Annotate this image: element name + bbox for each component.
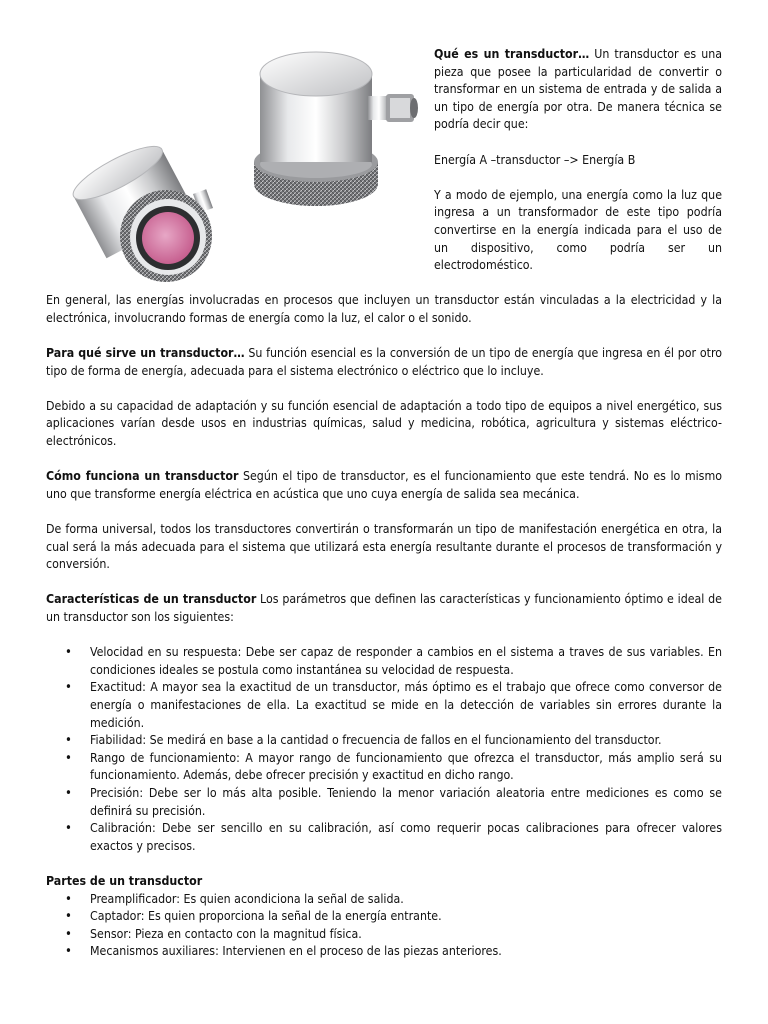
- intro-text: Un transductor es una pieza que posee la particularidad de convertir o transformar en un sistema de entrada y de salida a un tipo de energía por otra. De manera técnica se podría decir que:: [434, 47, 723, 132]
- intro-heading: Qué es un transductor…: [434, 47, 590, 61]
- list-item: • Exactitud: A mayor sea la exactitud de un transductor, más óptimo es el trabajo que ofrece como conversor de energía o manifestaciones de ella. La exactitud se mide en la detección de variables sin errores durante la medición.: [90, 679, 722, 732]
- purpose-text: Su función esencial es la conversión de un tipo de energía que ingresa en él por otro tipo de forma de energía, adecuada para el sistema electrónico o eléctrico que lo incluye.: [46, 346, 722, 378]
- list-item: • Sensor: Pieza en contacto con la magnitud física.: [90, 926, 722, 944]
- purpose-heading: Para qué sirve un transductor…: [46, 346, 245, 361]
- purpose-applications: Debido a su capacidad de adaptación y su función esencial de adaptación a todo tipo de equipos a nivel energético, sus aplicaciones varían desde usos en industrias químicas, salud y medicina, robótica, agricultura y sistemas eléctrico-electrónicos.: [46, 398, 722, 449]
- small-transducer: [67, 137, 213, 282]
- document-page: [46, 46, 722, 961]
- list-item: • Precisión: Debe ser lo más alta posible. Teniendo la menor variación aleatoria entre mediciones es como se definirá su precisión.: [90, 785, 722, 820]
- list-item: • Calibración: Debe ser sencillo en su calibración, así como requerir pocas calibraciones para ofrecer valores exactos y precisos.: [90, 820, 722, 855]
- parts-list: [46, 891, 722, 961]
- list-item: • Captador: Es quien proporciona la señal de la energía entrante.: [90, 908, 722, 926]
- parts-heading: Partes de un transductor: [46, 873, 203, 888]
- how-heading: Cómo funciona un transductor: [46, 469, 239, 484]
- intro-example: Y a modo de ejemplo, una energía como la luz que ingresa a un transformador de este tipo podría convertirse en la energía indicada para el uso de un dispositivo, como podría ser un electrodoméstico.: [434, 187, 722, 273]
- large-transducer: [254, 52, 418, 206]
- features-paragraph: [46, 591, 722, 626]
- features-list: [46, 644, 722, 855]
- list-item: • Preamplificador: Es quien acondiciona la señal de salida.: [90, 891, 722, 909]
- how-text: Según el tipo de transductor, es el funcionamiento que este tendrá. No es lo mismo uno que transforme energía eléctrica en acústica que uno cuya energía de salida sea mecánica.: [46, 469, 722, 501]
- energy-equation: Energía A –transductor –> Energía B: [434, 152, 636, 167]
- features-text: Los parámetros que definen las características y funcionamiento óptimo e ideal de un transductor son los siguientes:: [46, 592, 722, 624]
- how-paragraph: [46, 468, 722, 503]
- parts-section: [46, 873, 722, 961]
- intro-general: En general, las energías involucradas en procesos que incluyen un transductor están vinculadas a la electricidad y la electrónica, involucrando formas de energía como la luz, el calor o el sonido.: [46, 293, 722, 325]
- list-item: • Fiabilidad: Se medirá en base a la cantidad o frecuencia de fallos en el funcionamiento del transductor.: [90, 732, 722, 750]
- list-item: • Mecanismos auxiliares: Intervienen en el proceso de las piezas anteriores.: [90, 943, 722, 961]
- list-item: • Velocidad en su respuesta: Debe ser capaz de responder a cambios en el sistema a traves de sus variables. En condiciones ideales se postula como instantánea su velocidad de respuesta.: [90, 644, 722, 679]
- transducers-photo: [46, 46, 420, 282]
- transducers-illustration: [46, 46, 420, 282]
- purpose-paragraph: [46, 345, 722, 380]
- list-item: • Rango de funcionamiento: A mayor rango de funcionamiento que ofrezca el transductor, más amplio será su funcionamiento. Además, debe ofrecer precisión y exactitud en dicho rango.: [90, 750, 722, 785]
- how-universal: De forma universal, todos los transductores convertirán o transformarán un tipo de manifestación energética en otra, la cual será la más adecuada para el sistema que utilizará esta energía resultante durante el procesos de transformación y conversión.: [46, 522, 722, 572]
- features-heading: Características de un transductor: [46, 592, 257, 607]
